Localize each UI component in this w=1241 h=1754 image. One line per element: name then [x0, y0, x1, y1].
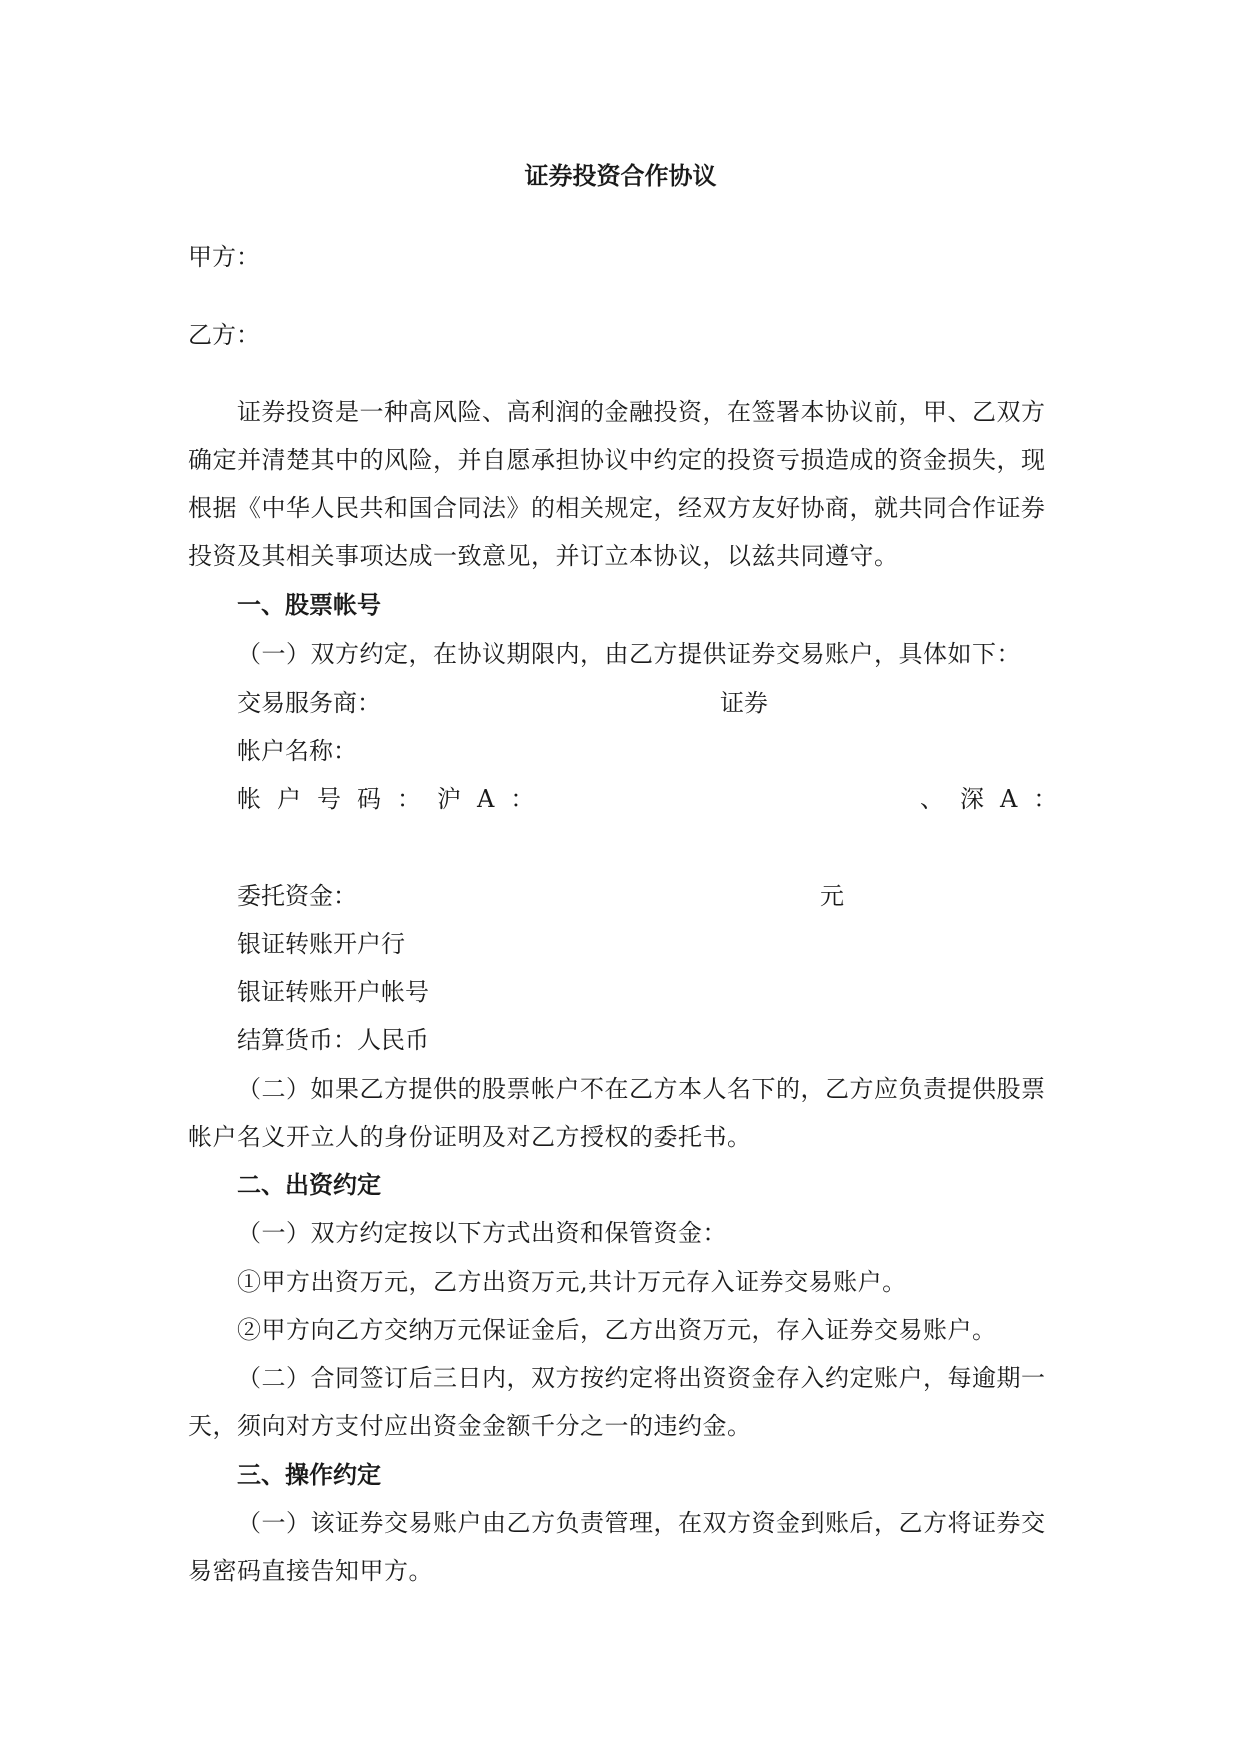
intro-line: 确定并清楚其中的风险，并自愿承担协议中约定的投资亏损造成的资金损失，现	[188, 446, 1046, 474]
clause-text: （二）合同签订后三日内，双方按约定将出资资金存入约定账户，每逾期一	[237, 1364, 1046, 1392]
option-text: ①甲方出资万元，乙方出资万元,共计万元存入证券交易账户。	[237, 1268, 907, 1296]
clause-text: 帐户名义开立人的身份证明及对乙方授权的委托书。	[188, 1123, 752, 1151]
account-number-sz-label: 、深A：	[920, 785, 1074, 813]
section-heading: 二、出资约定	[237, 1171, 381, 1199]
intro-line: 根据《中华人民共和国合同法》的相关规定，经双方友好协商，就共同合作证券	[188, 494, 1046, 522]
account-name-label: 帐户名称：	[237, 737, 357, 765]
fund-label: 委托资金：	[237, 882, 357, 910]
section-heading: 一、股票帐号	[237, 591, 381, 619]
account-number-label: 帐户号码：沪A：	[237, 785, 551, 813]
currency-label: 结算货币：人民币	[237, 1026, 429, 1054]
clause-text: 天，须向对方支付应出资金金额千分之一的违约金。	[188, 1412, 752, 1440]
option-text: ②甲方向乙方交纳万元保证金后，乙方出资万元，存入证券交易账户。	[237, 1316, 997, 1344]
clause-text: （一）双方约定，在协议期限内，由乙方提供证券交易账户，具体如下：	[237, 640, 1021, 668]
party-b-label: 乙方：	[188, 321, 260, 349]
bank-account-label: 银证转账开户帐号	[237, 978, 429, 1006]
fund-unit: 元	[820, 882, 844, 910]
party-a-label: 甲方：	[188, 243, 260, 271]
section-heading: 三、操作约定	[237, 1461, 381, 1489]
clause-text: （二）如果乙方提供的股票帐户不在乙方本人名下的，乙方应负责提供股票	[237, 1075, 1046, 1103]
clause-text: （一）该证券交易账户由乙方负责管理，在双方资金到账后，乙方将证券交	[237, 1509, 1046, 1537]
intro-line: 投资及其相关事项达成一致意见，并订立本协议，以兹共同遵守。	[188, 542, 899, 570]
bank-label: 银证转账开户行	[237, 930, 405, 958]
clause-text: （一）双方约定按以下方式出资和保管资金：	[237, 1219, 727, 1247]
clause-text: 易密码直接告知甲方。	[188, 1557, 433, 1585]
intro-line: 证券投资是一种高风险、高利润的金融投资，在签署本协议前，甲、乙双方	[237, 398, 1046, 426]
broker-suffix: 证券	[720, 689, 768, 717]
document-title: 证券投资合作协议	[524, 162, 717, 190]
broker-label: 交易服务商：	[237, 689, 381, 717]
